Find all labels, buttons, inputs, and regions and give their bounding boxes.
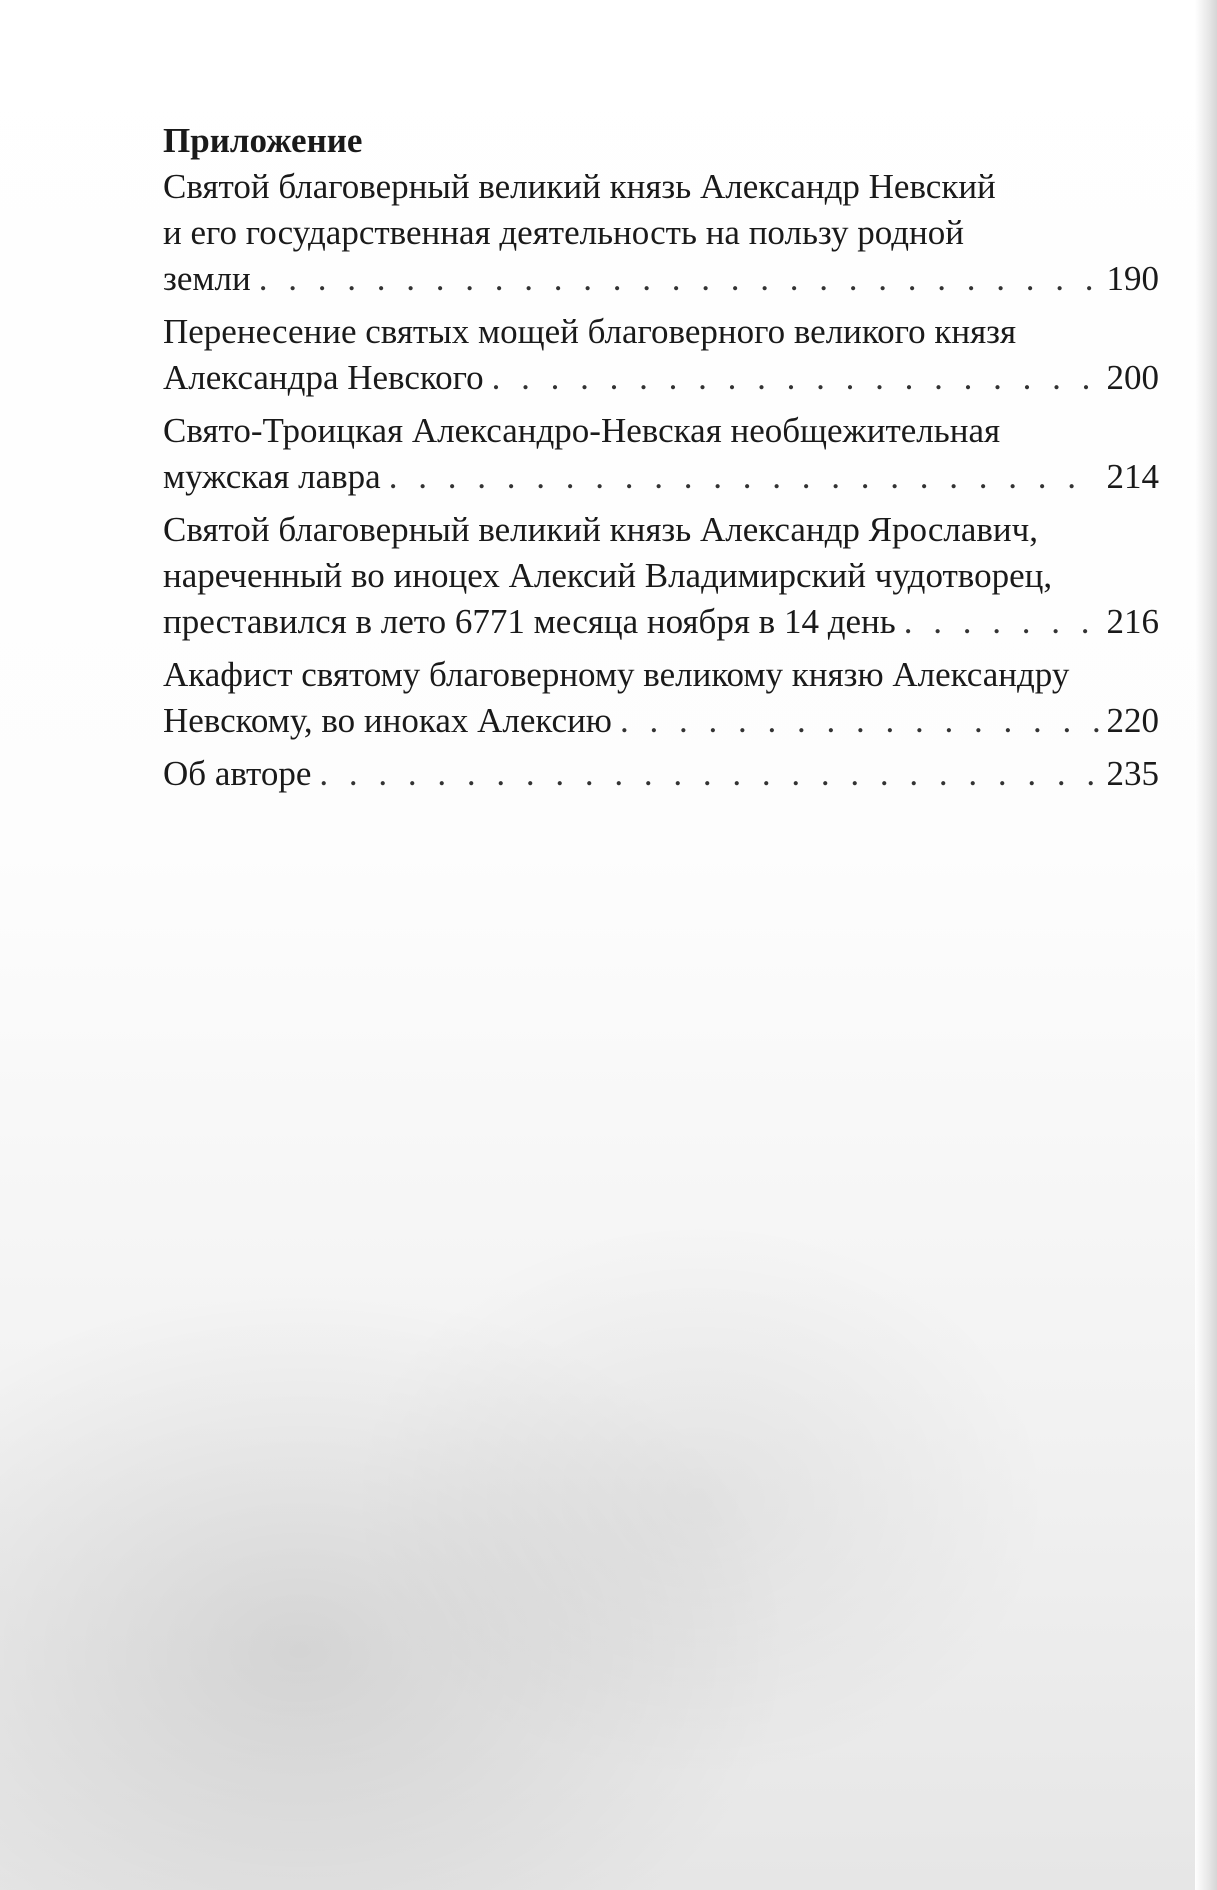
toc-entry-last-line (163, 454, 1159, 500)
toc-entry (163, 309, 1159, 401)
dot-leader (389, 454, 1099, 500)
toc-entry-line: Святой благоверный великий князь Александр Ярославич, (163, 510, 1039, 549)
page-number: 216 (1106, 602, 1159, 641)
toc-entry-line: Перенесение святых мощей благоверного великого князя (163, 312, 1017, 351)
dot-leader (492, 355, 1099, 401)
toc-entry-text: Александра Невского (163, 358, 484, 397)
toc-entry-last-line (163, 751, 1159, 797)
table-of-contents (163, 118, 1159, 804)
toc-entry-line: Святой благоверный великий князь Александр Невский (163, 167, 996, 206)
dot-leader (319, 751, 1098, 797)
toc-entry-line: нареченный во иноцех Алексий Владимирский чудотворец, (163, 556, 1053, 595)
toc-entry-last-line (163, 256, 1159, 302)
dot-leader (259, 256, 1099, 302)
toc-entry-text: Невскому, во иноках Алексию (163, 701, 612, 740)
toc-entry-text: преставился в лето 6771 месяца ноября в 14 день (163, 602, 896, 641)
toc-entry-line: Свято-Троицкая Александро-Невская необщежительная (163, 411, 1001, 450)
dot-leader (620, 698, 1099, 744)
toc-entry (163, 408, 1159, 500)
toc-entry-last-line (163, 698, 1159, 744)
toc-entry-line: и его государственная деятельность на пользу родной (163, 213, 965, 252)
toc-entry-last-line (163, 599, 1159, 645)
toc-entry (163, 164, 1159, 302)
page-number: 220 (1106, 701, 1159, 740)
toc-entry-last-line (163, 355, 1159, 401)
page-number: 190 (1106, 259, 1159, 298)
toc-entry (163, 507, 1159, 645)
page-number: 200 (1106, 358, 1159, 397)
page-number: 214 (1106, 457, 1159, 496)
toc-entry (163, 751, 1159, 797)
dot-leader (904, 599, 1099, 645)
toc-entry-line: Акафист святому благоверному великому князю Александру (163, 655, 1070, 694)
page-edge (1195, 0, 1217, 1890)
toc-entry-text: Об авторе (163, 754, 312, 793)
toc-entry-text: мужская лавра (163, 457, 381, 496)
toc-entry-text: земли (163, 259, 251, 298)
section-heading: Приложение (163, 121, 363, 160)
toc-entry (163, 652, 1159, 744)
page-number: 235 (1106, 754, 1159, 793)
